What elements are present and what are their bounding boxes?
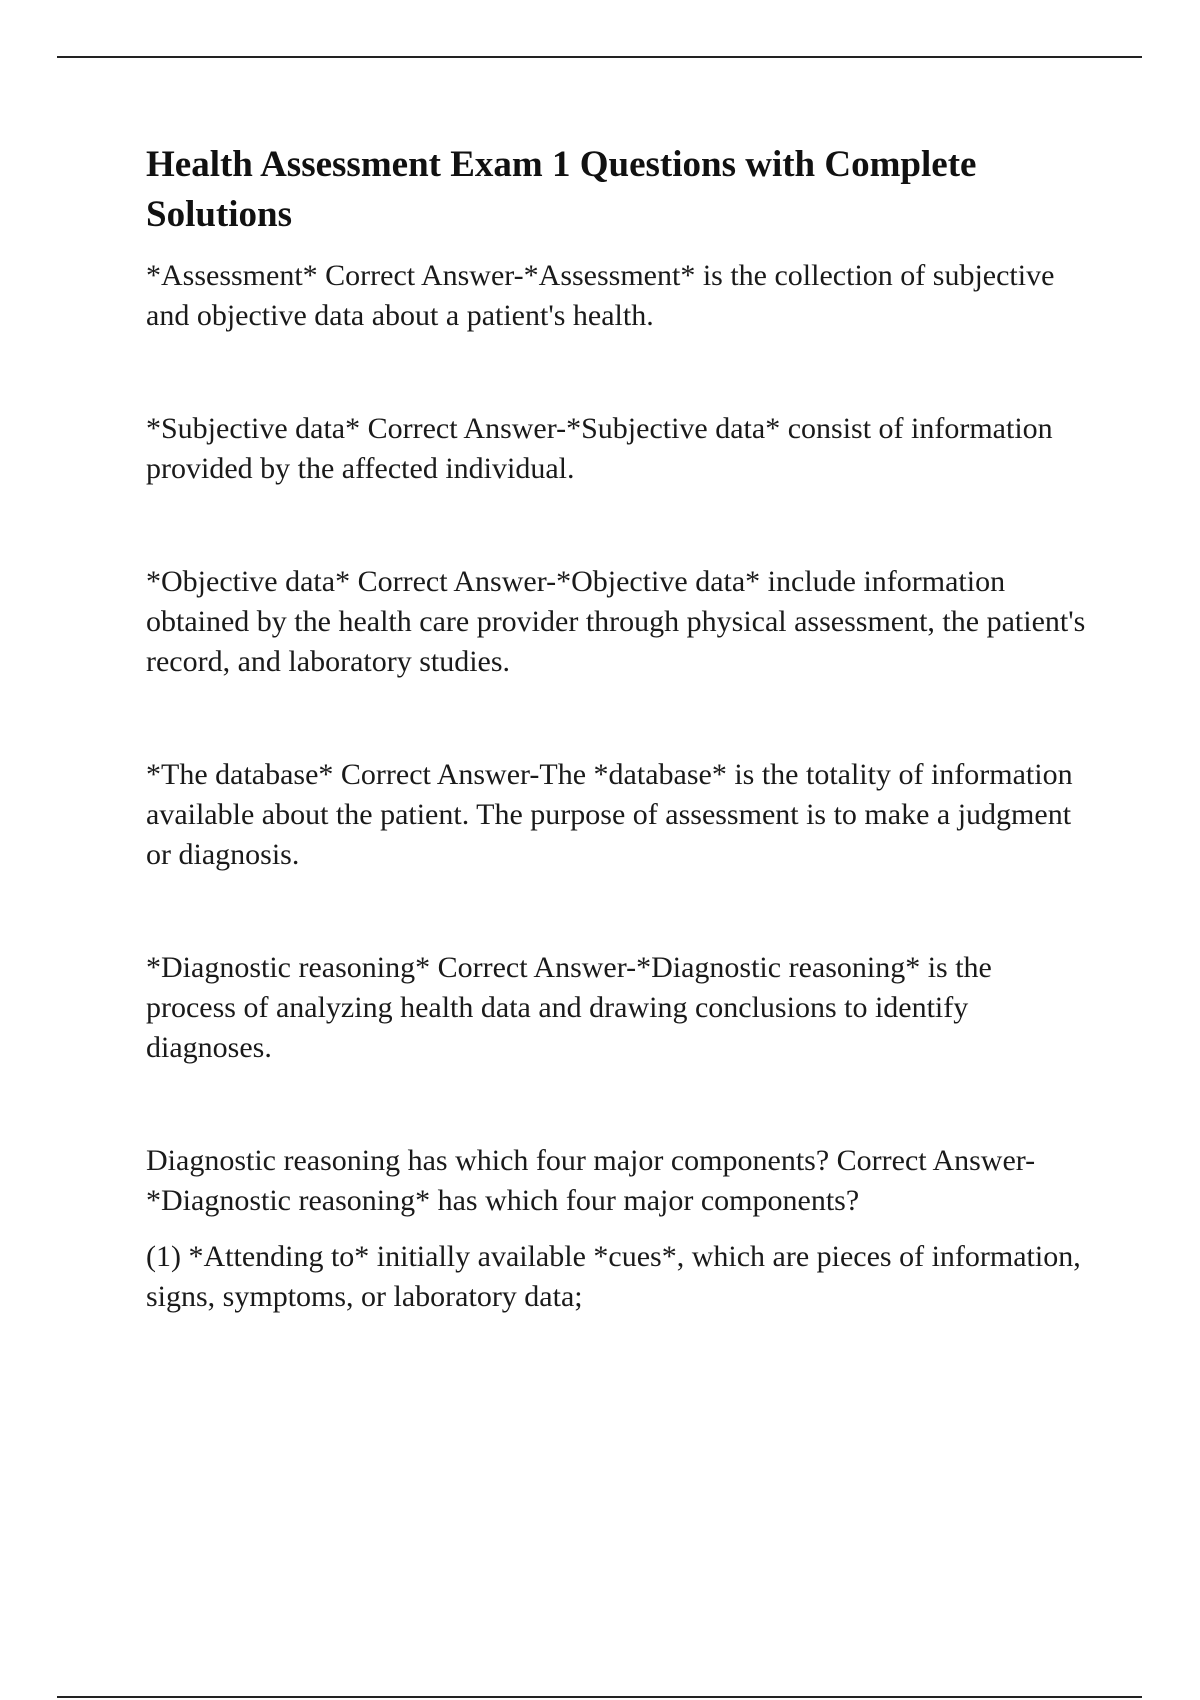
qa-entry-database: *The database* Correct Answer-The *database* is the totality of information available about the patient. The purpose of assessment is to make a judgment or diagnosis.: [146, 758, 1073, 871]
header-rule: [57, 56, 1142, 58]
qa-entry-assessment: *Assessment* Correct Answer-*Assessment* is the collection of subjective and objective data about a patient's health.: [146, 259, 1055, 332]
footer-rule: [57, 1696, 1142, 1698]
qa-entry-diagnostic-reasoning: *Diagnostic reasoning* Correct Answer-*Diagnostic reasoning* is the process of analyzing health data and drawing conclusions to identify diagnoses.: [146, 951, 992, 1064]
qa-entry-objective-data: *Objective data* Correct Answer-*Objective data* include information obtained by the health care provider through physical assessment, the patient's record, and laboratory studies.: [146, 565, 1086, 678]
qa-entry-component-one: (1) *Attending to* initially available *cues*, which are pieces of information, signs, symptoms, or laboratory data;: [146, 1240, 1081, 1313]
qa-entry-subjective-data: *Subjective data* Correct Answer-*Subjective data* consist of information provided by the affected individual.: [146, 412, 1053, 485]
qa-entry-four-components: Diagnostic reasoning has which four major components? Correct Answer-*Diagnostic reasoning* has which four major components?: [146, 1144, 1036, 1217]
document-title: Health Assessment Exam 1 Questions with Complete Solutions: [146, 144, 977, 235]
document-page: [146, 140, 1086, 1317]
